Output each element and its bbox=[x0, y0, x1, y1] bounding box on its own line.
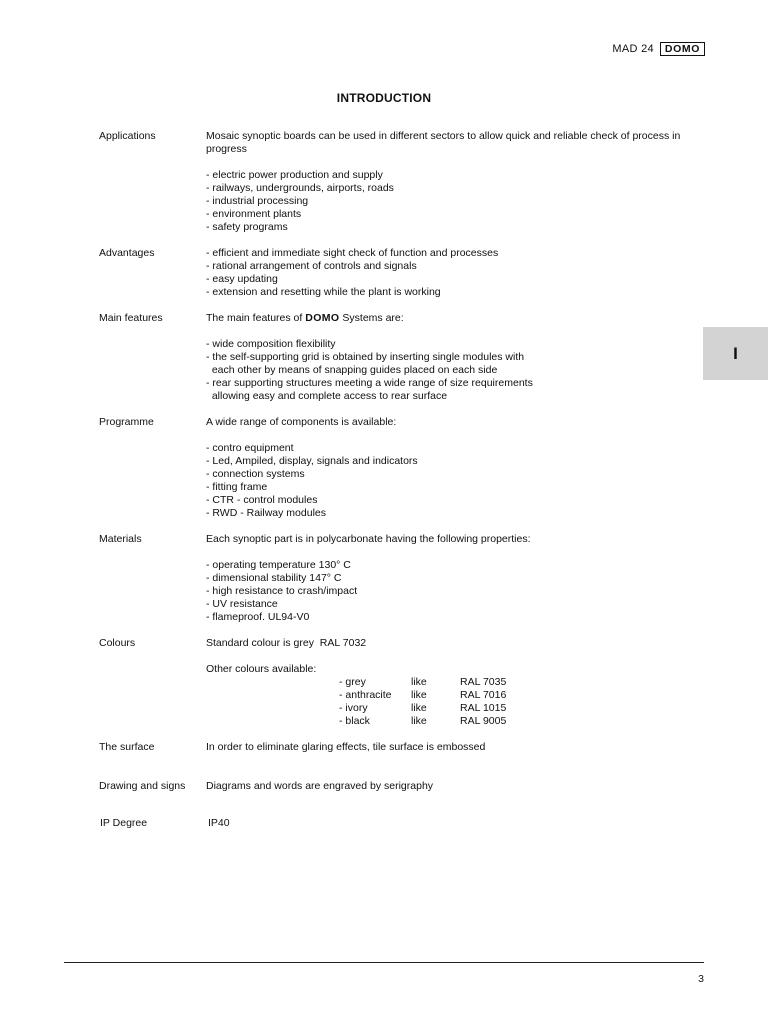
list-item: allowing easy and complete access to rear surface bbox=[206, 390, 448, 402]
list-item: - industrial processing bbox=[206, 195, 309, 207]
section-label: Applications bbox=[99, 130, 156, 142]
colour-ral: RAL 7035 bbox=[460, 676, 507, 688]
table-row bbox=[339, 676, 506, 689]
table-row bbox=[339, 702, 506, 715]
section-drawing bbox=[99, 780, 699, 793]
list-item: - rational arrangement of controls and signals bbox=[206, 260, 417, 272]
table-row bbox=[339, 715, 506, 728]
list-item: - fitting frame bbox=[206, 481, 268, 493]
section-label: The surface bbox=[99, 741, 155, 753]
document-body bbox=[99, 130, 699, 843]
page-title: INTRODUCTION bbox=[336, 91, 432, 105]
list-item: - operating temperature 130° C bbox=[206, 559, 351, 571]
brand-name: DOMO bbox=[305, 312, 340, 324]
footer-divider bbox=[64, 962, 704, 963]
list-item: - CTR - control modules bbox=[206, 494, 318, 506]
list-item: - wide composition flexibility bbox=[206, 338, 336, 350]
colour-ral: RAL 1015 bbox=[460, 702, 507, 714]
colour-like: like bbox=[411, 676, 427, 688]
language-tab bbox=[703, 327, 768, 380]
section-colours bbox=[99, 637, 699, 728]
colour-like: like bbox=[411, 689, 427, 701]
section-ip-degree bbox=[99, 817, 699, 830]
section-intro: Each synoptic part is in polycarbonate having the following properties: bbox=[206, 533, 531, 545]
section-programme bbox=[99, 416, 699, 520]
colour-name: - ivory bbox=[339, 702, 368, 714]
standard-colour: Standard colour is grey RAL 7032 bbox=[206, 637, 367, 649]
list-item: - efficient and immediate sight check of function and processes bbox=[206, 247, 499, 259]
list-item: - railways, undergrounds, airports, roads bbox=[206, 182, 394, 194]
list-item: - RWD - Railway modules bbox=[206, 507, 326, 519]
section-label: Drawing and signs bbox=[99, 780, 186, 792]
table-row bbox=[339, 689, 506, 702]
colour-like: like bbox=[411, 702, 427, 714]
list-item: each other by means of snapping guides placed on each side bbox=[206, 364, 498, 376]
list-item: - the self-supporting grid is obtained by inserting single modules with bbox=[206, 351, 525, 363]
section-text: Diagrams and words are engraved by serigraphy bbox=[206, 780, 434, 792]
section-text: In order to eliminate glaring effects, tile surface is embossed bbox=[206, 741, 486, 753]
section-main-features bbox=[99, 312, 699, 403]
list-item: - environment plants bbox=[206, 208, 302, 220]
intro-text: Systems are: bbox=[339, 312, 404, 324]
section-surface bbox=[99, 741, 699, 754]
page-number: 3 bbox=[698, 973, 704, 985]
colour-table bbox=[339, 676, 506, 728]
section-label: Materials bbox=[99, 533, 142, 545]
list-item: - rear supporting structures meeting a wide range of size requirements bbox=[206, 377, 533, 389]
section-label: Advantages bbox=[99, 247, 155, 259]
list-item: - easy updating bbox=[206, 273, 278, 285]
colour-ral: RAL 9005 bbox=[460, 715, 507, 727]
list-item: - connection systems bbox=[206, 468, 305, 480]
colour-name: - black bbox=[339, 715, 370, 727]
section-text: IP40 bbox=[208, 817, 230, 829]
section-advantages bbox=[99, 247, 699, 299]
list-item: - extension and resetting while the plant is working bbox=[206, 286, 441, 298]
colour-like: like bbox=[411, 715, 427, 727]
section-label: Programme bbox=[99, 416, 154, 428]
list-item: - safety programs bbox=[206, 221, 288, 233]
list-item: - contro equipment bbox=[206, 442, 294, 454]
document-header bbox=[612, 42, 705, 56]
section-intro bbox=[206, 312, 699, 325]
section-label: IP Degree bbox=[100, 817, 148, 829]
intro-text: The main features of bbox=[206, 312, 306, 324]
section-label: Colours bbox=[99, 637, 136, 649]
colour-name: - anthracite bbox=[339, 689, 392, 701]
section-applications bbox=[99, 130, 699, 234]
document-code: MAD 24 bbox=[612, 43, 654, 55]
list-item: - high resistance to crash/impact bbox=[206, 585, 358, 597]
list-item: - flameproof. UL94-V0 bbox=[206, 611, 310, 623]
language-tab-label: I bbox=[733, 343, 738, 363]
colour-ral: RAL 7016 bbox=[460, 689, 507, 701]
section-materials bbox=[99, 533, 699, 624]
other-colours-intro: Other colours available: bbox=[206, 663, 317, 675]
brand-logo: DOMO bbox=[660, 42, 705, 56]
section-intro: Mosaic synoptic boards can be used in different sectors to allow quick and reliable check of process in progress bbox=[206, 130, 684, 155]
list-item: - UV resistance bbox=[206, 598, 278, 610]
colour-name: - grey bbox=[339, 676, 366, 688]
list-item: - Led, Ampiled, display, signals and indicators bbox=[206, 455, 418, 467]
list-item: - electric power production and supply bbox=[206, 169, 383, 181]
list-item: - dimensional stability 147° C bbox=[206, 572, 342, 584]
section-intro: A wide range of components is available: bbox=[206, 416, 397, 428]
section-label: Main features bbox=[99, 312, 163, 324]
